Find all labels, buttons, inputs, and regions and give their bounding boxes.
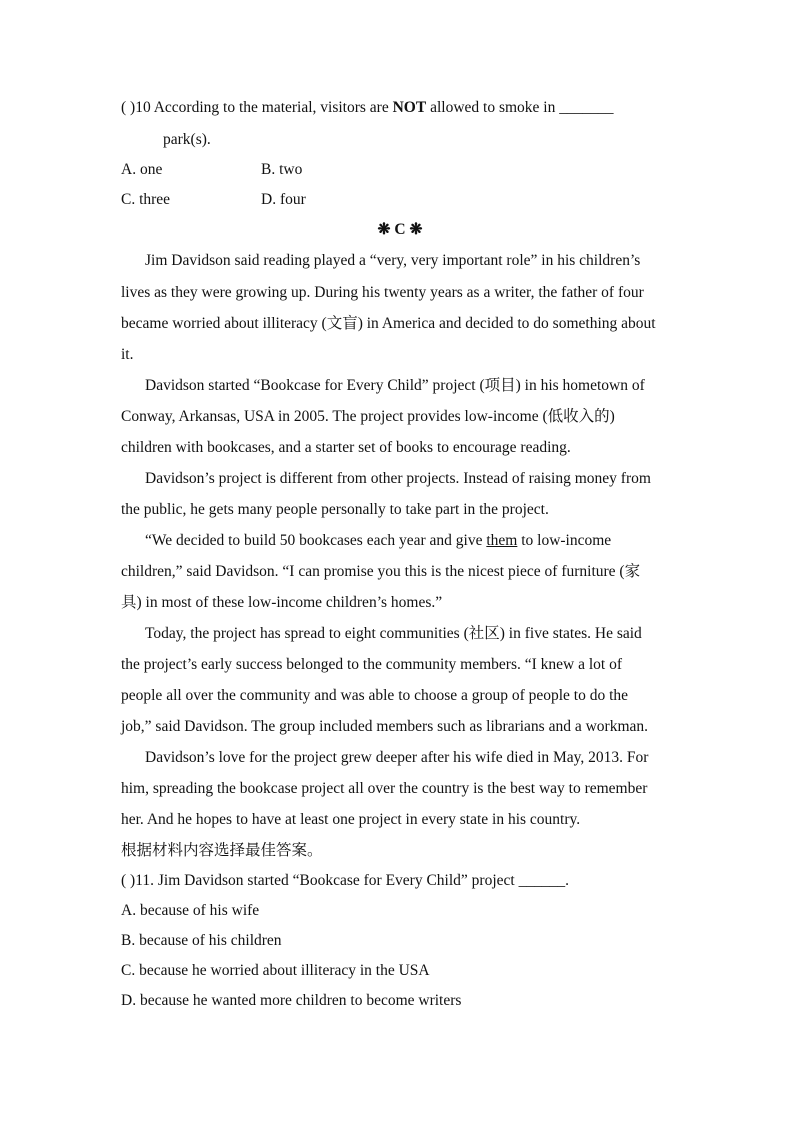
passage-line: the public, he gets many people personally to take part in the project. <box>121 501 549 518</box>
passage-line: him, spreading the bookcase project all over the country is the best way to remember <box>121 780 648 797</box>
passage-line: Davidson’s love for the project grew deeper after his wife died in May, 2013. For <box>145 749 649 766</box>
q10-option-c: C. three <box>121 191 171 208</box>
passage-line: children with bookcases, and a starter set of books to encourage reading. <box>121 439 571 456</box>
q10-stem-text-a: ( )10 According to the material, visitors are <box>121 99 393 116</box>
passage-line: people all over the community and was able to choose a group of people to do the <box>121 687 629 704</box>
passage-line: it. <box>121 346 134 363</box>
q10-stem <box>121 98 613 118</box>
q11-option-b: B. because of his children <box>121 932 282 949</box>
passage-line: 具) in most of these low-income children’s homes.” <box>121 594 443 611</box>
underlined-word: them <box>486 532 518 549</box>
passage-line: children,” said Davidson. “I can promise you this is the nicest piece of furniture (家 <box>121 563 641 580</box>
q11-stem: ( )11. Jim Davidson started “Bookcase for Every Child” project ______. <box>121 872 569 889</box>
passage-line <box>145 531 611 551</box>
section-title: ❋ C ❋ <box>377 221 423 238</box>
passage-line: her. And he hopes to have at least one project in every state in his country. <box>121 811 581 828</box>
q10-stem-bold: NOT <box>392 99 427 116</box>
passage-line: job,” said Davidson. The group included members such as librarians and a workman. <box>121 718 649 735</box>
passage-text: “We decided to build 50 bookcases each year and give <box>145 532 487 549</box>
passage-line: Today, the project has spread to eight communities (社区) in five states. He said <box>145 625 642 642</box>
q11-option-c: C. because he worried about illiteracy in the USA <box>121 962 430 979</box>
passage-line: Davidson’s project is different from other projects. Instead of raising money from <box>145 470 651 487</box>
instruction: 根据材料内容选择最佳答案。 <box>121 842 323 859</box>
q10-option-b: B. two <box>261 161 303 178</box>
q10-stem-text-b: allowed to smoke in _______ <box>426 99 614 116</box>
q10-option-d: D. four <box>261 191 306 208</box>
passage-line: Jim Davidson said reading played a “very, very important role” in his children’s <box>145 252 641 269</box>
passage-line: Davidson started “Bookcase for Every Child” project (项目) in his hometown of <box>145 377 645 394</box>
q10-option-a: A. one <box>121 161 163 178</box>
passage-line: Conway, Arkansas, USA in 2005. The project provides low-income (低收入的) <box>121 408 615 425</box>
passage-line: became worried about illiteracy (文盲) in America and decided to do something about <box>121 315 656 332</box>
passage-line: the project’s early success belonged to the community members. “I knew a lot of <box>121 656 623 673</box>
q10-stem-continued: park(s). <box>163 131 211 148</box>
passage-line: lives as they were growing up. During his twenty years as a writer, the father of four <box>121 284 644 301</box>
q11-option-a: A. because of his wife <box>121 902 260 919</box>
passage-text: to low-income <box>517 532 612 549</box>
q11-option-d: D. because he wanted more children to become writers <box>121 992 462 1009</box>
